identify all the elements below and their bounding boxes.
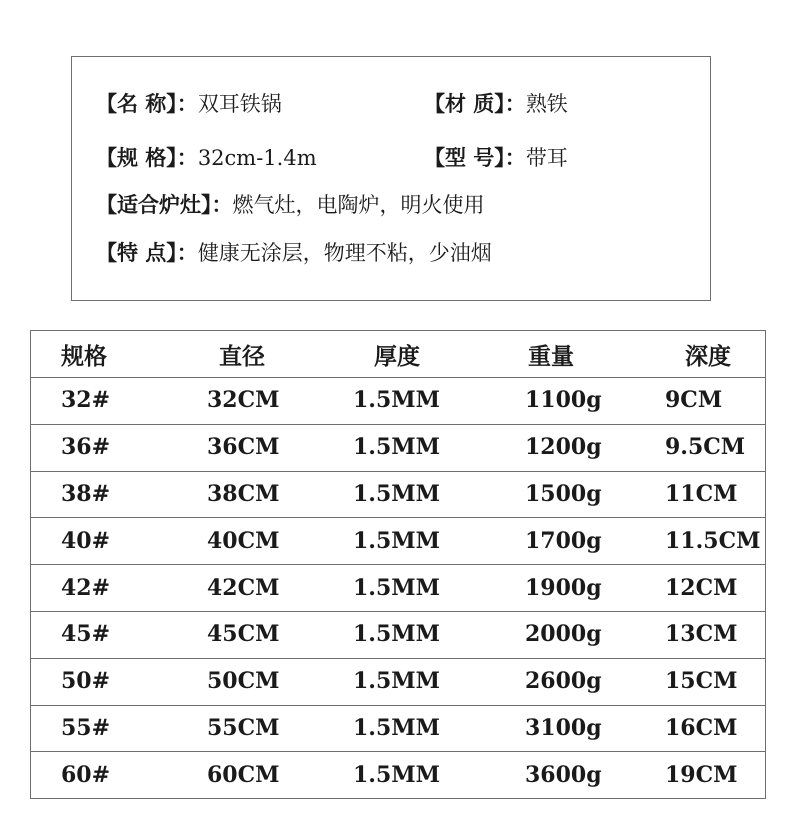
- cell-spec: 32#: [61, 387, 111, 414]
- cell-weight: 1500g: [525, 480, 602, 507]
- header-depth: 深度: [685, 342, 731, 370]
- cell-thickness: 1.5MM: [353, 761, 440, 788]
- table-row: [31, 611, 765, 658]
- cell-spec: 45#: [61, 621, 111, 648]
- header-diameter: 直径: [219, 342, 265, 370]
- cell-diameter: 42CM: [207, 574, 280, 601]
- table-row: [31, 471, 765, 518]
- cell-diameter: 38CM: [207, 480, 280, 507]
- cell-thickness: 1.5MM: [353, 574, 440, 601]
- cell-thickness: 1.5MM: [353, 387, 440, 414]
- cell-diameter: 40CM: [207, 527, 280, 554]
- table-row: [31, 424, 765, 471]
- cell-thickness: 1.5MM: [353, 434, 440, 461]
- cell-weight: 3100g: [525, 714, 602, 741]
- cell-spec: 36#: [61, 434, 111, 461]
- cell-diameter: 36CM: [207, 434, 280, 461]
- cell-depth: 11CM: [665, 480, 738, 507]
- cell-diameter: 60CM: [207, 761, 280, 788]
- cell-diameter: 45CM: [207, 621, 280, 648]
- cell-depth: 12CM: [665, 574, 738, 601]
- info-feature-label: 【特 点】：: [96, 240, 198, 265]
- cell-thickness: 1.5MM: [353, 527, 440, 554]
- cell-spec: 38#: [61, 480, 111, 507]
- table-row: [31, 705, 765, 752]
- info-material: [424, 91, 568, 117]
- cell-spec: 60#: [61, 761, 111, 788]
- cell-weight: 2600g: [525, 668, 602, 695]
- table-row: [31, 517, 765, 564]
- product-info-box: [71, 56, 711, 301]
- cell-depth: 9.5CM: [665, 434, 746, 461]
- cell-weight: 1100g: [525, 387, 602, 414]
- cell-weight: 3600g: [525, 761, 602, 788]
- cell-weight: 1700g: [525, 527, 602, 554]
- cell-spec: 50#: [61, 668, 111, 695]
- cell-spec: 55#: [61, 714, 111, 741]
- cell-depth: 19CM: [665, 761, 738, 788]
- cell-spec: 42#: [61, 574, 111, 601]
- info-material-value: 熟铁: [525, 92, 568, 116]
- info-feature-value: 健康无涂层，物理不粘，少油烟: [197, 241, 492, 265]
- info-model-label: 【型 号】：: [424, 145, 526, 170]
- info-name: [96, 91, 282, 117]
- table-row: [31, 564, 765, 611]
- cell-weight: 1900g: [525, 574, 602, 601]
- table-row: [31, 658, 765, 705]
- cell-depth: 11.5CM: [665, 527, 761, 554]
- header-weight: 重量: [528, 342, 574, 370]
- table-row: [31, 377, 765, 424]
- header-spec: 规格: [61, 342, 107, 370]
- info-stove-label: 【适合炉灶】：: [96, 192, 233, 217]
- spec-table: [30, 330, 766, 799]
- info-model: [424, 145, 568, 171]
- cell-weight: 1200g: [525, 434, 602, 461]
- cell-diameter: 55CM: [207, 714, 280, 741]
- info-spec-label: 【规 格】：: [96, 145, 198, 170]
- info-name-label: 【名 称】：: [96, 91, 198, 116]
- cell-depth: 13CM: [665, 621, 738, 648]
- info-stove-value: 燃气灶，电陶炉，明火使用: [232, 193, 485, 217]
- table-row: [31, 751, 765, 798]
- cell-diameter: 32CM: [207, 387, 280, 414]
- info-model-value: 带耳: [525, 146, 568, 170]
- info-material-label: 【材 质】：: [424, 91, 526, 116]
- table-header-row: [31, 331, 765, 377]
- cell-thickness: 1.5MM: [353, 714, 440, 741]
- cell-weight: 2000g: [525, 621, 602, 648]
- info-spec: [96, 145, 317, 171]
- info-stove: [96, 192, 485, 218]
- cell-thickness: 1.5MM: [353, 668, 440, 695]
- header-thickness: 厚度: [374, 342, 420, 370]
- cell-depth: 9CM: [665, 387, 723, 414]
- info-spec-value: 32cm-1.4m: [197, 146, 317, 170]
- cell-depth: 15CM: [665, 668, 738, 695]
- cell-diameter: 50CM: [207, 668, 280, 695]
- cell-thickness: 1.5MM: [353, 480, 440, 507]
- info-name-value: 双耳铁锅: [197, 92, 282, 116]
- info-feature: [96, 240, 492, 266]
- cell-thickness: 1.5MM: [353, 621, 440, 648]
- cell-spec: 40#: [61, 527, 111, 554]
- cell-depth: 16CM: [665, 714, 738, 741]
